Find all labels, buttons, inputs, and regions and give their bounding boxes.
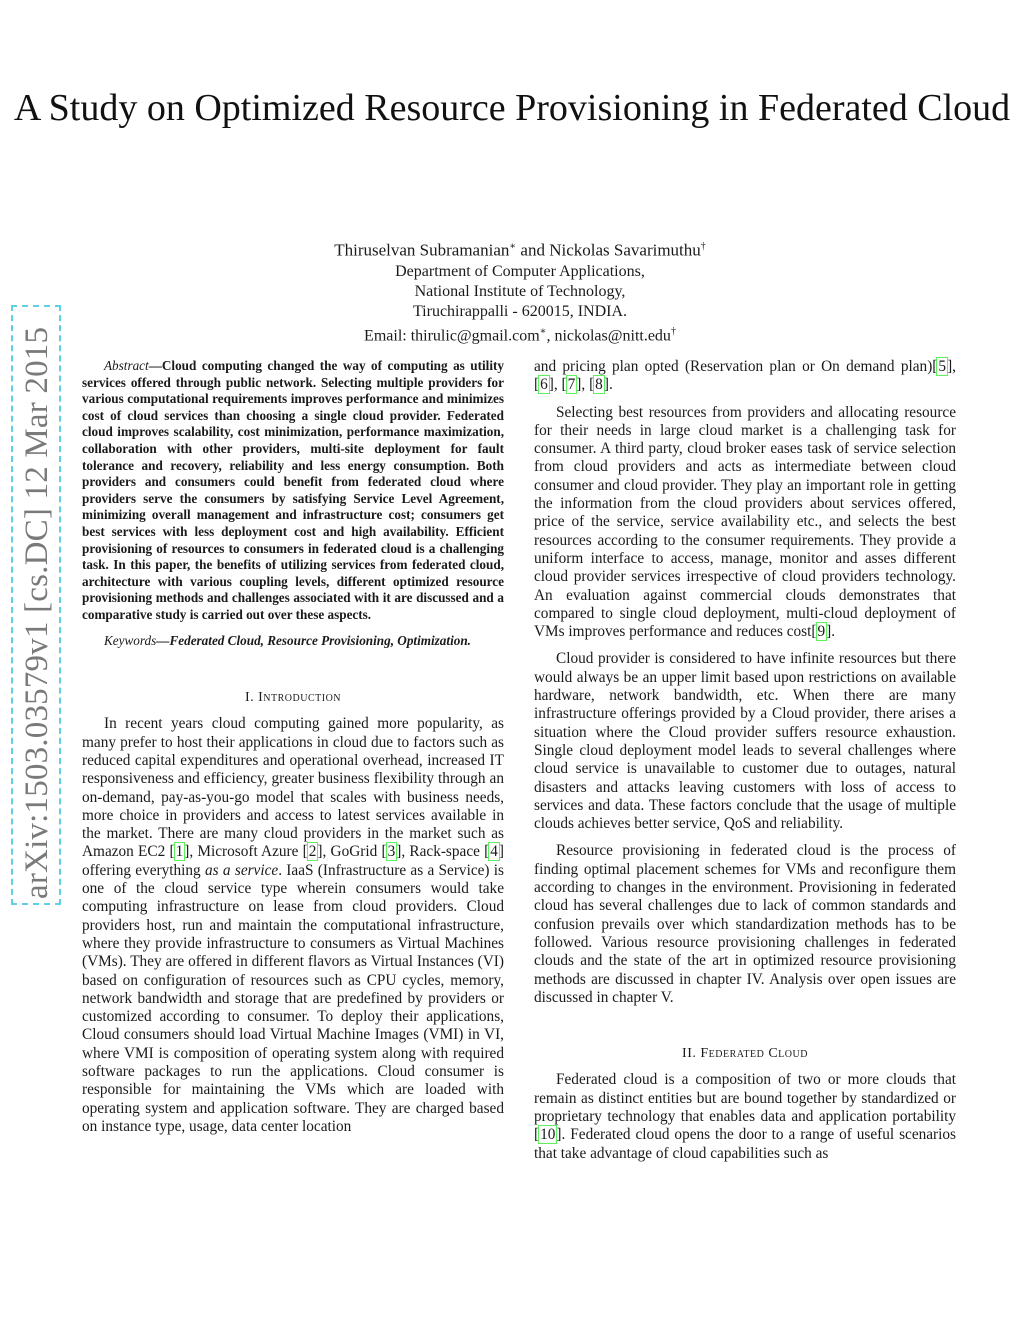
- paper-title: A Study on Optimized Resource Provisioning in Federated Cloud: [13, 87, 1011, 129]
- author-names: [0, 236, 1024, 262]
- citation-link[interactable]: 6: [540, 376, 548, 394]
- citation-link[interactable]: 4: [490, 843, 498, 861]
- affiliation-line: Department of Computer Applications,: [395, 262, 645, 280]
- email-1: Email: thirulic@gmail.com: [364, 326, 540, 344]
- email-2-mark: †: [670, 325, 676, 337]
- intro-continuation: and pricing plan opted (Reservation plan or On demand plan)[5], [6], [7], [8].: [534, 358, 956, 394]
- citation-link[interactable]: 3: [387, 843, 396, 861]
- left-column: [82, 358, 504, 1136]
- citation-link[interactable]: 10: [540, 1126, 556, 1144]
- abstract-label: Abstract: [104, 358, 149, 373]
- abstract-dash: —: [148, 358, 162, 373]
- author-1: Thiruselvan Subramanian: [334, 240, 510, 260]
- body-paragraph: Selecting best resources from providers and allocating resource for their needs in large cloud market is a challenging task for consumer. A third party, cloud broker eases task of service selection from cloud providers and acts as intermediate between cloud consumer and cloud provider. They play an important role in getting the information from the cloud providers about services offered, price of the service, service availability etc., and selects the best resources according to the consumer requirements. They provide a uniform interface to access, manage, monitor and asses different cloud provider services irrespective of cloud providers technology. An evaluation against commercial clouds demonstrates that compared to single cloud deployment, multi-cloud deployment of VMs improves performance and reduces cost[9].: [534, 403, 956, 641]
- author-2: and Nickolas Savarimuthu: [516, 240, 701, 260]
- citation-link[interactable]: 7: [567, 376, 576, 394]
- affiliation-line: National Institute of Technology,: [414, 282, 626, 300]
- affiliation-line: Tiruchirappalli - 620015, INDIA.: [412, 302, 628, 320]
- keywords-dash: —: [156, 632, 170, 648]
- citation-link[interactable]: 8: [595, 376, 603, 394]
- keywords-text: Federated Cloud, Resource Provisioning, Optimization.: [169, 632, 471, 648]
- citation-link[interactable]: 1: [175, 843, 184, 861]
- section-heading-federated-cloud: II. Federated Cloud: [682, 1046, 808, 1062]
- citation-link[interactable]: 2: [308, 843, 317, 861]
- author-1-mark: ∗: [509, 241, 517, 252]
- email-1-mark: ∗: [539, 325, 547, 337]
- email-line: [0, 322, 1024, 346]
- body-paragraph: Resource provisioning in federated cloud is the process of finding optimal placement schemes for VMs and reconfigure them according to changes in the environment. Provisioning in federated cloud has several challenges due to lack of common standards and confusion prevails over which standardization methods has to be followed. Various resource provisioning challenges in federated clouds and the state of the art in optimized resource provisioning methods are discussed in chapter IV. Analysis over open issues are discussed in chapter V.: [534, 842, 956, 1006]
- citation-link[interactable]: 9: [817, 623, 826, 641]
- abstract: [82, 358, 504, 624]
- body-paragraph: Federated cloud is a composition of two or more clouds that remain as distinct entities but are bound together by standardized or proprietary technology that enables data and application portability [10]. Federated cloud opens the door to a range of useful scenarios that take advantage of cloud capabilities such as: [534, 1071, 956, 1162]
- body-paragraph: Cloud provider is considered to have infinite resources but there would always be an upper limit based upon restrictions on available hardware, network bandwidth, etc. When there are many infrastructure offerings provided by a Cloud provider, there arises a situation where the Cloud provider suffers resource exhaustion. Single cloud deployment model leads to several challenges where cloud service is unavailable to customer due to outages, natural disasters and attacks leaving customers with loss of access to services and data. These factors conclude that the usage of multiple clouds achieves better service, QoS and reliability.: [534, 650, 956, 833]
- citation-link[interactable]: 5: [938, 358, 947, 375]
- email-2: , nickolas@nitt.edu: [546, 326, 671, 344]
- right-column: [534, 358, 956, 1163]
- abstract-text: Cloud computing changed the way of computing as utility services offered through public network. Selecting multiple providers for various computational requirements improves performance and minimizes cost of cloud services than choosing a single cloud provider. Federated cloud improves scalability, cost minimization, performance maximization, collaboration with other providers, multi-site deployment for fault tolerance and recovery, reliability and less energy consumption. Both providers and consumers could benefit from federated cloud where providers serve the consumers by satisfying Service Level Agreement, minimizing overall management and infrastructure cost; consumers get best services with less deployment cost and high availability. Efficient provisioning of resources to consumers in federated cloud is a challenging task. In this paper, the benefits of utilizing services from federated cloud, architecture with various coupling levels, different optimized resource provisioning methods and challenges associated with it are discussed and a comparative study is carried out over these aspects.: [82, 358, 504, 622]
- keywords: [82, 633, 504, 650]
- section-heading-introduction: I. Introduction: [244, 690, 342, 706]
- intro-paragraph: In recent years cloud computing gained more popularity, as many prefer to host their applications in cloud due to factors such as reduced capital expenditures and operational overhead, increased IT responsiveness and efficiency, greater business flexibility through an on-demand, pay-as-you-go model that scales with business needs, more choice in providers and access to latest services available in the market. There are many cloud providers in the market such as Amazon EC2 [1], Microsoft Azure [2], GoGrid [3], Rack-space [4] offering everything as a service. IaaS (Infrastructure as a Service) is one of the cloud service type wherein consumers would take computing infrastructure on lease from cloud providers. Cloud providers host, run and maintain the computational infrastructure, where they provide infrastructure to consumers as Virtual Machines (VMs). They are offered in different flavors as Virtual Instances (VI) based on configuration of resources such as CPU cycles, memory, network bandwidth and storage that are predefined by providers or customized according to consumer. To deploy their applications, Cloud consumers should load Virtual Machine Images (VMI) in VI, where VMI is composition of operating system along with required software packages to run the applications. Cloud consumer is responsible for maintaining the VMs which are loaded with operating system and application software. They are charged based on instance type, usage, data center location: [82, 715, 505, 1135]
- author-block: [0, 236, 1024, 346]
- keywords-label: Keywords: [104, 632, 157, 648]
- author-2-mark: †: [700, 241, 706, 252]
- arxiv-stamp[interactable]: arXiv:1503.03579v1 [cs.DC] 12 Mar 2015: [11, 305, 61, 905]
